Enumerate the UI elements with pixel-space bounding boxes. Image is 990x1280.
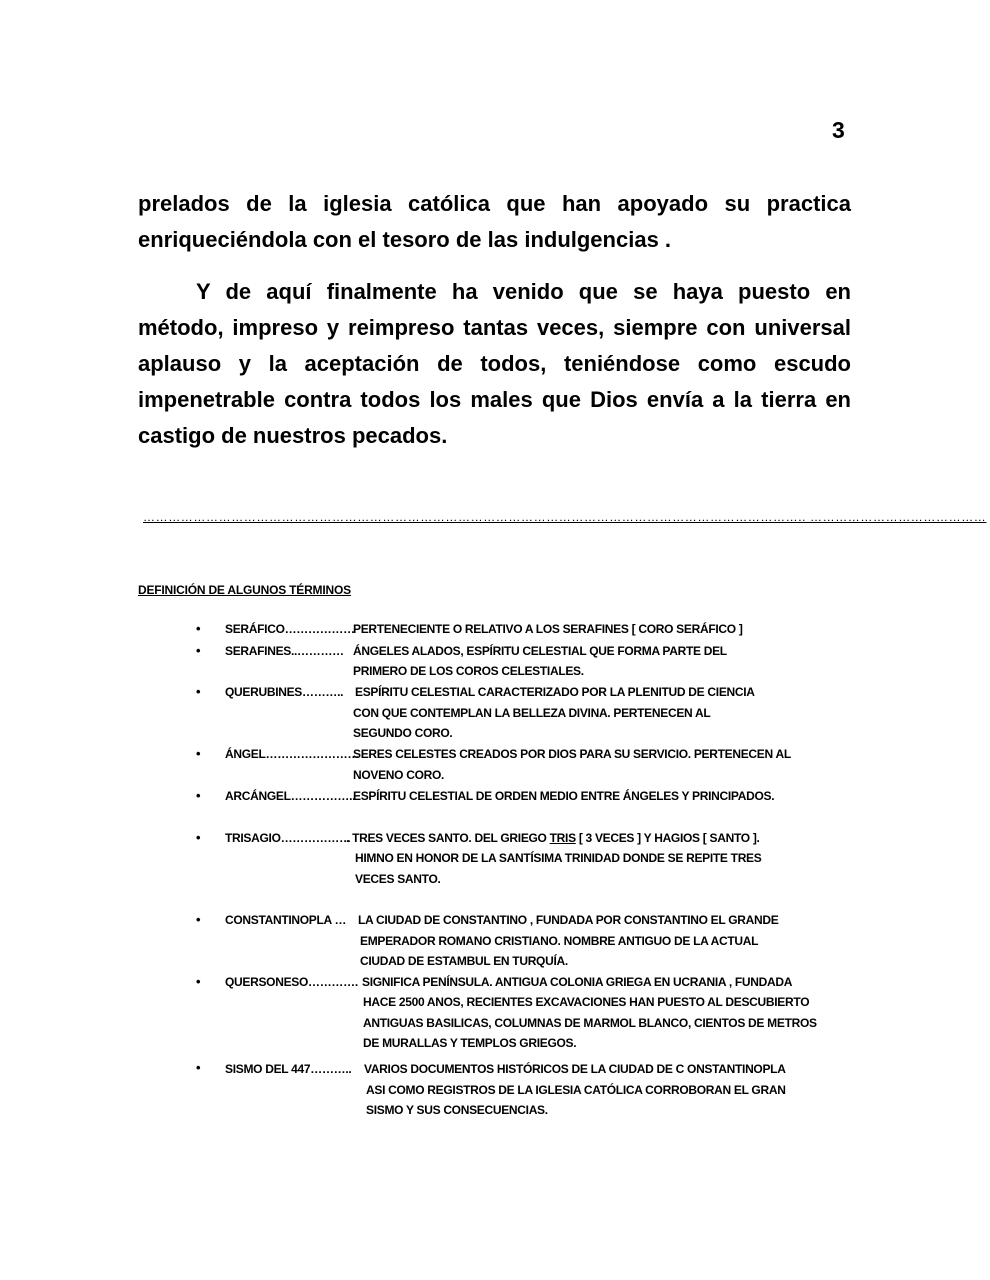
bullet-icon: • — [196, 788, 201, 803]
term-definition: ASI COMO REGISTROS DE LA IGLESIA CATÓLICA CORROBORAN EL GRAN — [366, 1083, 786, 1097]
term-definition: LA CIUDAD DE CONSTANTINO , FUNDADA POR CONSTANTINO EL GRANDE — [358, 913, 779, 927]
definition-text: . TRES VECES SANTO. DEL GRIEGO — [346, 831, 550, 845]
term-definition: ESPÍRITU CELESTIAL CARACTERIZADO POR LA PLENITUD DE CIENCIA — [355, 685, 755, 699]
term-definition: DE MURALLAS Y TEMPLOS GRIEGOS. — [363, 1036, 577, 1050]
definition-text: [ 3 VECES ] Y HAGIOS [ SANTO ]. — [575, 831, 760, 845]
term-name: SERÁFICO……………… — [225, 622, 355, 636]
paragraph-line: impenetrable contra todos los males que Dios envía a la tierra en — [138, 387, 851, 412]
paragraph-line: método, impreso y reimpreso tantas veces, siempre con universal — [138, 315, 851, 340]
term-definition-first-line — [346, 828, 760, 848]
dotted-separator: ………………………………………………………………………………………………………………………………………….. …………………………………… — [143, 510, 987, 524]
greek-word-tris: TRIS — [549, 831, 576, 845]
bullet-icon: • — [196, 1060, 201, 1075]
paragraph-line: aplauso y la aceptación de todos, teniéndose como escudo — [138, 351, 851, 376]
term-definition: SIGNIFICA PENÍNSULA. ANTIGUA COLONIA GRIEGA EN UCRANIA , FUNDADA — [362, 975, 793, 989]
term-definition: ÁNGELES ALADOS, ESPÍRITU CELESTIAL QUE FORMA PARTE DEL — [353, 644, 727, 658]
term-name: QUERSONESO…………. — [225, 975, 358, 989]
term-name: SISMO DEL 447……….. — [225, 1062, 352, 1076]
bullet-icon: • — [196, 621, 201, 636]
definitions-heading: DEFINICIÓN DE ALGUNOS TÉRMINOS — [138, 583, 351, 597]
term-definition: VECES SANTO. — [355, 872, 441, 886]
term-name: QUERUBINES……….. — [225, 685, 344, 699]
bullet-icon: • — [196, 974, 201, 989]
term-name: CONSTANTINOPLA … — [225, 913, 347, 927]
paragraph-line: castigo de nuestros pecados. — [138, 423, 448, 448]
term-definition: SEGUNDO CORO. — [353, 726, 453, 740]
bullet-icon: • — [196, 684, 201, 699]
term-name: TRISAGIO……………… — [225, 831, 351, 845]
term-definition: VARIOS DOCUMENTOS HISTÓRICOS DE LA CIUDAD DE C ONSTANTINOPLA — [364, 1062, 786, 1076]
term-definition: ESPÍRITU CELESTIAL DE ORDEN MEDIO ENTRE ÁNGELES Y PRINCIPADOS. — [353, 789, 775, 803]
bullet-icon: • — [196, 830, 201, 845]
term-definition: ANTIGUAS BASILICAS, COLUMNAS DE MARMOL BLANCO, CIENTOS DE METROS — [363, 1016, 817, 1030]
paragraph-line: enriqueciéndola con el tesoro de las indulgencias . — [138, 227, 672, 252]
term-name: ÁNGEL…………………… — [225, 747, 360, 761]
term-definition: CIUDAD DE ESTAMBUL EN TURQUÍA. — [360, 954, 568, 968]
term-name: SERAFINES..………… — [225, 644, 344, 658]
paragraph-line: Y de aquí finalmente ha venido que se haya puesto en — [196, 279, 851, 304]
term-definition: NOVENO CORO. — [353, 768, 445, 782]
paragraph-line: prelados de la iglesia católica que han apoyado su practica — [138, 191, 851, 216]
term-definition: SERES CELESTES CREADOS POR DIOS PARA SU SERVICIO. PERTENECEN AL — [353, 747, 791, 761]
term-definition: PRIMERO DE LOS COROS CELESTIALES. — [353, 664, 584, 678]
term-definition: HACE 2500 ANOS, RECIENTES EXCAVACIONES HAN PUESTO AL DESCUBIERTO — [363, 995, 810, 1009]
page-number: 3 — [832, 117, 845, 143]
term-definition: PERTENECIENTE O RELATIVO A LOS SERAFINES [ CORO SERÁFICO ] — [353, 622, 743, 636]
term-definition: HIMNO EN HONOR DE LA SANTÍSIMA TRINIDAD DONDE SE REPITE TRES — [355, 851, 762, 865]
term-definition: SISMO Y SUS CONSECUENCIAS. — [366, 1103, 548, 1117]
term-definition: CON QUE CONTEMPLAN LA BELLEZA DIVINA. PERTENECEN AL — [353, 706, 711, 720]
bullet-icon: • — [196, 746, 201, 761]
term-name: ARCÁNGEL…………….. — [225, 789, 356, 803]
bullet-icon: • — [196, 912, 201, 927]
term-definition: EMPERADOR ROMANO CRISTIANO. NOMBRE ANTIGUO DE LA ACTUAL — [360, 934, 759, 948]
bullet-icon: • — [196, 643, 201, 658]
